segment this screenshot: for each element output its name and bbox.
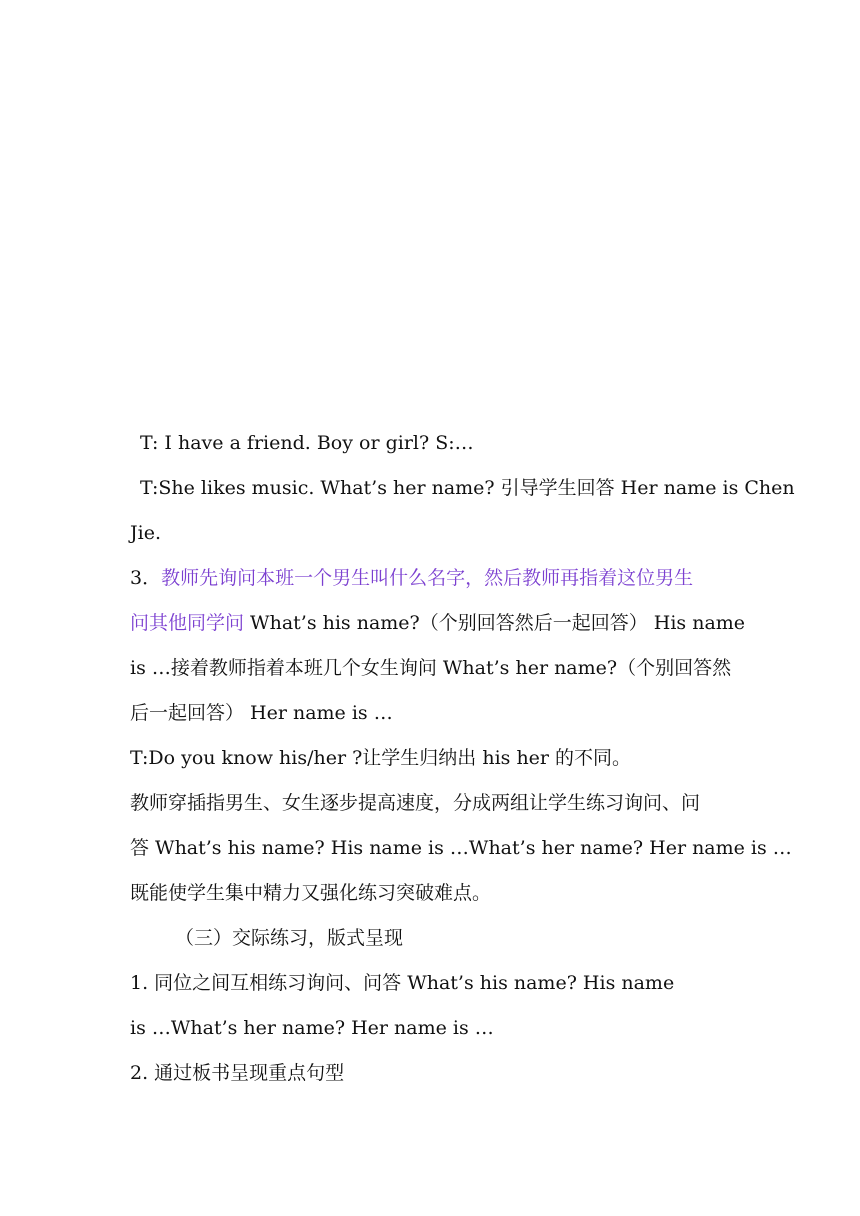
practice-item-1-line-2 xyxy=(130,1016,740,1040)
highlighted-instruction: 问其他同学问 xyxy=(130,612,245,634)
dialogue-line-2-continued xyxy=(130,521,740,545)
line-text: T:She likes music. What’s her name? 引导学生回答 Her name is Chen xyxy=(140,477,795,499)
line-text: What’s his name?（个别回答然后一起回答） His name xyxy=(244,612,746,634)
dialogue-line-1 xyxy=(140,431,750,455)
dialogue-line-3 xyxy=(130,746,740,770)
section-heading xyxy=(175,926,785,950)
line-text: 答 What’s his name? His name is …What’s her name? Her name is … xyxy=(130,837,792,859)
line-text: 后一起回答） Her name is … xyxy=(130,702,393,724)
line-text: 1. 同位之间互相练习询问、问答 What’s his name? His name xyxy=(130,972,675,994)
heading-text: （三）交际练习，版式呈现 xyxy=(175,927,404,949)
step-3-line-4 xyxy=(130,701,740,725)
line-text: is …What’s her name? Her name is … xyxy=(130,1017,494,1039)
step-3-line-3 xyxy=(130,656,740,680)
line-text: T:Do you know his/her ?让学生归纳出 his her 的不同。 xyxy=(130,747,632,769)
step-number: 3． xyxy=(130,567,162,589)
highlighted-instruction: 教师先询问本班一个男生叫什么名字，然后教师再指着这位男生 xyxy=(161,567,694,589)
dialogue-line-2 xyxy=(140,476,795,500)
practice-item-1-line-1 xyxy=(130,971,740,995)
line-text: 既能使学生集中精力又强化练习突破难点。 xyxy=(130,882,492,904)
practice-item-2 xyxy=(130,1061,740,1085)
step-3-line-1 xyxy=(130,566,740,590)
practice-paragraph-line-3 xyxy=(130,881,740,905)
line-text: 2. 通过板书呈现重点句型 xyxy=(130,1062,345,1084)
line-text: is …接着教师指着本班几个女生询问 What’s her name?（个别回答然 xyxy=(130,657,732,679)
step-3-line-2 xyxy=(130,611,746,635)
practice-paragraph-line-2 xyxy=(130,836,792,860)
practice-paragraph-line-1 xyxy=(130,791,740,815)
line-text: T: I have a friend. Boy or girl? S:… xyxy=(140,432,474,454)
line-text: 教师穿插指男生、女生逐步提高速度，分成两组让学生练习询问、问 xyxy=(130,792,701,814)
line-text: Jie. xyxy=(130,522,161,544)
